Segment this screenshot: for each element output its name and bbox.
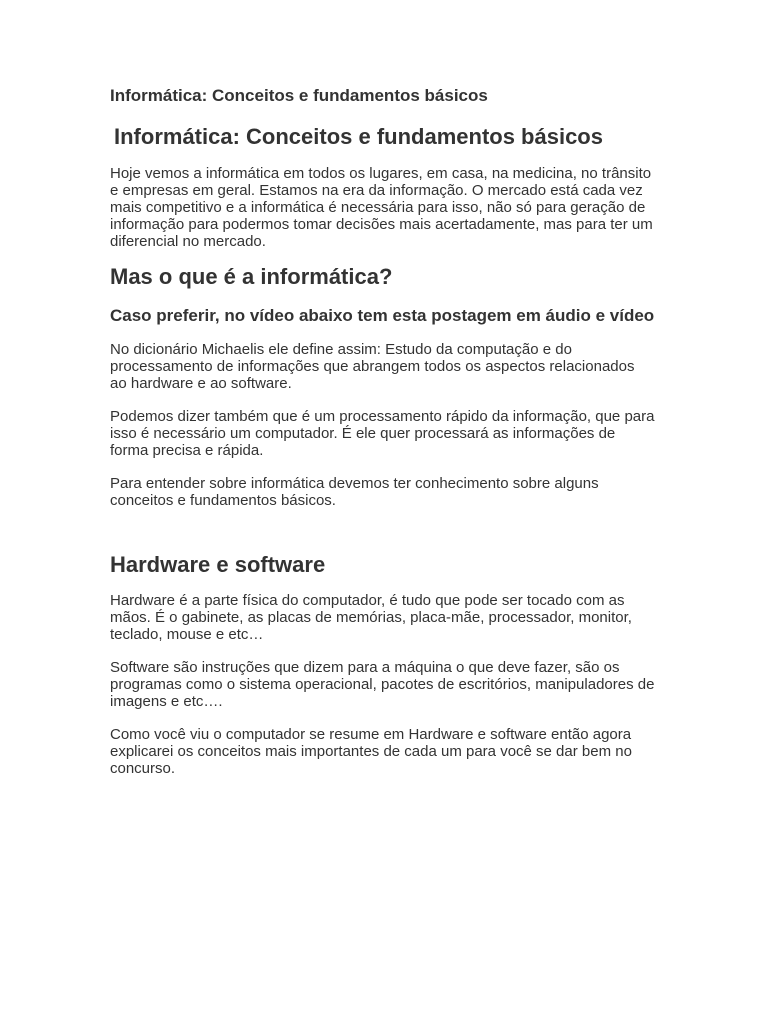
video-subheading: Caso preferir, no vídeo abaixo tem esta postagem em áudio e vídeo xyxy=(110,306,655,325)
processing-paragraph: Podemos dizer também que é um processamento rápido da informação, que para isso é necessário um computador. É ele quer processará as informações de forma precisa e rápida. xyxy=(110,408,655,459)
software-paragraph: Software são instruções que dizem para a máquina o que deve fazer, são os programas como o sistema operacional, pacotes de escritórios, manipuladores de imagens e etc…. xyxy=(110,659,655,710)
dictionary-paragraph: No dicionário Michaelis ele define assim: Estudo da computação e do processamento de informações que abrangem todos os aspectos relacionados ao hardware e ao software. xyxy=(110,341,635,392)
document-body xyxy=(110,86,655,777)
hardware-paragraph: Hardware é a parte física do computador, é tudo que pode ser tocado com as mãos. É o gabinete, as placas de memórias, placa-mãe, processador, monitor, teclado, mouse e etc… xyxy=(110,592,632,643)
intro-paragraph: Hoje vemos a informática em todos os lugares, em casa, na medicina, no trânsito e empresas em geral. Estamos na era da informação. O mercado está cada vez mais competitivo e a informática é necessária para isso, não só para geração de informação para podermos tomar decisões mais acertadamente, mas para ter um diferencial no mercado. xyxy=(110,165,653,250)
hardware-software-heading: Hardware e software xyxy=(110,552,326,577)
what-is-heading: Mas o que é a informática? xyxy=(110,264,393,289)
understand-paragraph: Para entender sobre informática devemos ter conhecimento sobre alguns conceitos e fundamentos básicos. xyxy=(110,475,599,509)
conclusion-paragraph: Como você viu o computador se resume em Hardware e software então agora explicarei os conceitos mais importantes de cada um para você se dar bem no concurso. xyxy=(110,726,632,777)
document-small-title: Informática: Conceitos e fundamentos básicos xyxy=(110,86,488,105)
document-main-title: Informática: Conceitos e fundamentos básicos xyxy=(114,124,603,149)
